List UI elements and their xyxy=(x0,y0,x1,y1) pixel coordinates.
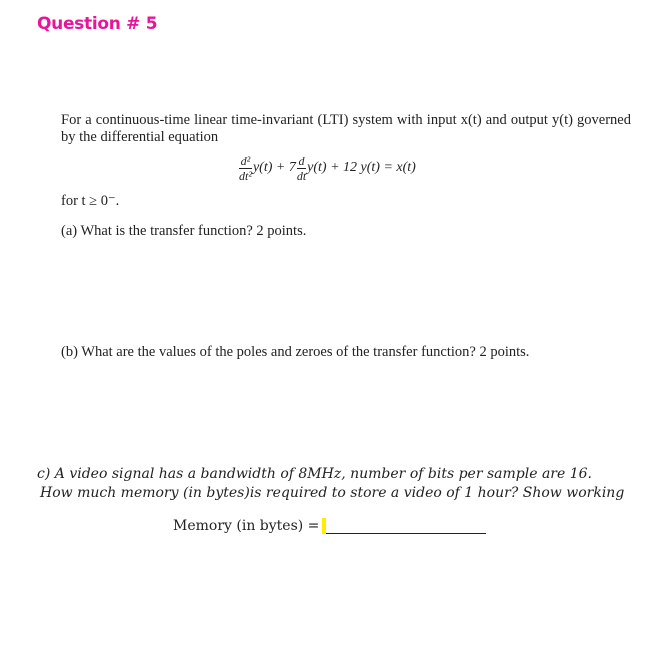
equation-term-1: y(t) + 7 xyxy=(252,160,296,175)
question-title: Question # 5 xyxy=(37,14,158,34)
intro-paragraph: For a continuous-time linear time-invariant (LTI) system with input x(t) and output y(t) governed by the differential equation xyxy=(61,112,631,145)
time-condition: for t ≥ 0⁻. xyxy=(61,193,120,209)
equation-term-2: y(t) + 12 y(t) = x(t) xyxy=(307,160,416,175)
memory-answer-blank[interactable] xyxy=(326,518,486,534)
second-derivative-numerator: d² xyxy=(240,153,251,168)
part-c-line-2: How much memory (in bytes)is required to store a video of 1 hour? Show working xyxy=(40,485,625,501)
part-b-question: (b) What are the values of the poles and zeroes of the transfer function? 2 points. xyxy=(61,344,530,360)
second-derivative-denominator: dt² xyxy=(239,168,252,183)
part-a-question: (a) What is the transfer function? 2 points. xyxy=(61,223,307,239)
second-derivative-operator xyxy=(239,155,252,182)
memory-answer-row xyxy=(173,518,486,534)
part-c-question xyxy=(37,465,624,503)
memory-label: Memory (in bytes) = xyxy=(173,518,320,534)
first-derivative-denominator: dt xyxy=(296,168,307,183)
differential-equation xyxy=(238,148,416,188)
first-derivative-numerator: d xyxy=(298,153,305,168)
first-derivative-operator xyxy=(297,155,306,182)
part-c-line-1: c) A video signal has a bandwidth of 8MHz, number of bits per sample are 16. xyxy=(37,466,592,482)
